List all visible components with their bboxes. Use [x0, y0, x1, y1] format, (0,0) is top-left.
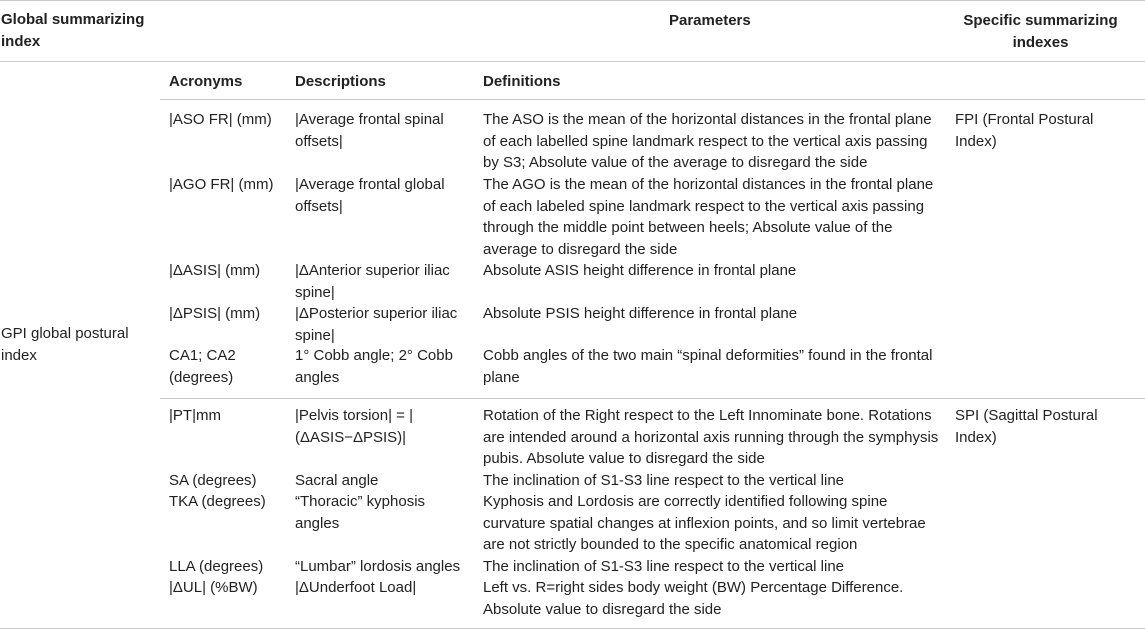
- acronym-cell: |PT|mm: [169, 407, 221, 424]
- definition-cell: Absolute ASIS height difference in frontal plane: [483, 262, 797, 279]
- header-specific-summarizing-indexes: Specific summarizing indexes: [963, 12, 1118, 51]
- description-cell: |ΔUnderfoot Load|: [295, 579, 417, 596]
- description-cell: |ΔAnterior superior iliac spine|: [295, 262, 450, 301]
- acronym-cell: |ΔUL| (%BW): [169, 579, 258, 596]
- header-parameters: Parameters: [669, 12, 751, 29]
- definition-cell: The inclination of S1-S3 line respect to the vertical line: [483, 472, 845, 489]
- acronym-cell: SA (degrees): [169, 472, 257, 489]
- description-cell: “Lumbar” lordosis angles: [295, 558, 461, 575]
- definition-cell: Kyphosis and Lordosis are correctly identified following spine curvature spatial changes at inflexion points, and so limit vertebrae are not strictly bounded to the specific anatomical region: [483, 493, 926, 553]
- description-cell: “Thoracic” kyphosis angles: [295, 493, 426, 532]
- subheader-bottom-rule: [160, 99, 1145, 100]
- global-index-label: GPI global postural index: [1, 325, 129, 364]
- acronym-cell: CA1; CA2 (degrees): [169, 347, 236, 386]
- acronym-cell: |ASO FR| (mm): [169, 111, 272, 128]
- table-top-rule: [0, 0, 1145, 1]
- group-divider-rule: [160, 398, 1145, 399]
- subheader-descriptions: Descriptions: [295, 73, 386, 90]
- definition-cell: The AGO is the mean of the horizontal distances in the frontal plane of each labeled spine landmark respect to the vertical axis passing through the middle point between heels; Absolute value of the average to disregard the side: [483, 176, 934, 258]
- header-bottom-rule: [0, 61, 1145, 62]
- subheader-definitions: Definitions: [483, 73, 561, 90]
- definition-cell: The inclination of S1-S3 line respect to the vertical line: [483, 558, 845, 575]
- description-cell: |ΔPosterior superior iliac spine|: [295, 305, 458, 344]
- specific-index-fpi: FPI (Frontal Postural Index): [955, 111, 1094, 150]
- acronym-cell: LLA (degrees): [169, 558, 264, 575]
- definition-cell: Left vs. R=right sides body weight (BW) Percentage Difference. Absolute value to disregard the side: [483, 579, 904, 618]
- acronym-cell: |AGO FR| (mm): [169, 176, 274, 193]
- description-cell: |Pelvis torsion| = |(ΔASIS−ΔPSIS)|: [295, 407, 413, 446]
- description-cell: |Average frontal spinal offsets|: [295, 111, 444, 150]
- definition-cell: The ASO is the mean of the horizontal distances in the frontal plane of each labelled spine landmark respect to the vertical axis passing by S3; Absolute value of the average to disregard the side: [483, 111, 932, 171]
- definition-cell: Absolute PSIS height difference in frontal plane: [483, 305, 798, 322]
- definition-cell: Rotation of the Right respect to the Left Innominate bone. Rotations are intended around a horizontal axis running through the symphysis pubis. Absolute value to disregard the side: [483, 407, 939, 467]
- definition-cell: Cobb angles of the two main “spinal deformities” found in the frontal plane: [483, 347, 933, 386]
- acronym-cell: TKA (degrees): [169, 493, 266, 510]
- description-cell: |Average frontal global offsets|: [295, 176, 445, 215]
- subheader-acronyms: Acronyms: [169, 73, 243, 90]
- description-cell: 1° Cobb angle; 2° Cobb angles: [295, 347, 453, 386]
- header-global-summarizing-index: Global summarizing index: [1, 11, 145, 50]
- acronym-cell: |ΔASIS| (mm): [169, 262, 261, 279]
- acronym-cell: |ΔPSIS| (mm): [169, 305, 261, 322]
- description-cell: Sacral angle: [295, 472, 379, 489]
- specific-index-spi: SPI (Sagittal Postural Index): [955, 407, 1098, 446]
